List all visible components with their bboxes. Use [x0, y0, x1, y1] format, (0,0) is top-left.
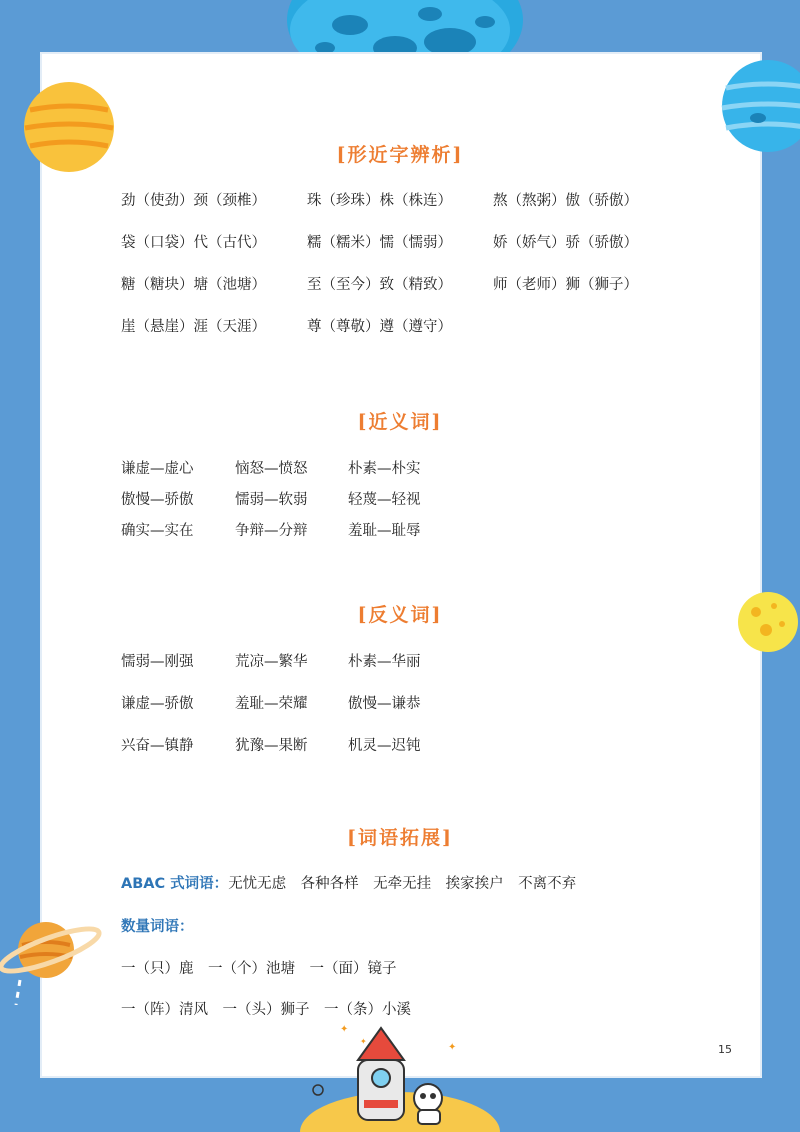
quantity-label-row	[121, 915, 194, 936]
similar-chars-item: 至（至今）致（精致）	[307, 277, 452, 293]
synonym-pair: 确实—实在	[121, 523, 194, 539]
heading-synonyms: [近义词]	[357, 411, 443, 433]
abac-label: ABAC 式词语：	[121, 876, 229, 892]
synonym-pair: 朴素—朴实	[348, 461, 421, 477]
quantity-words: 一（阵）清风 一（头）狮子 一（条）小溪	[121, 1002, 411, 1018]
heading-similar-chars: [形近字辨析]	[336, 144, 464, 166]
similar-chars-item: 熬（熬粥）傲（骄傲）	[493, 193, 638, 209]
similar-chars-item: 娇（娇气）骄（骄傲）	[493, 235, 638, 251]
antonym-pair: 谦虚—骄傲	[121, 696, 194, 712]
synonym-pair: 恼怒—愤怒	[235, 461, 308, 477]
abac-words: 无忧无虑 各种各样 无牵无挂 挨家挨户 不离不弃	[228, 876, 577, 892]
synonym-pair: 懦弱—软弱	[235, 492, 308, 508]
similar-chars-item: 劲（使劲）颈（颈椎）	[121, 193, 266, 209]
similar-chars-item: 师（老师）狮（狮子）	[493, 277, 638, 293]
antonym-pair: 懦弱—刚强	[121, 654, 194, 670]
synonym-pair: 争辩—分辩	[235, 523, 308, 539]
antonym-pair: 朴素—华丽	[348, 654, 421, 670]
similar-chars-item: 糯（糯米）懦（懦弱）	[307, 235, 452, 251]
synonym-pair: 羞耻—耻辱	[348, 523, 421, 539]
synonym-pair: 轻蔑—轻视	[348, 492, 421, 508]
ringed-planet-illustration	[0, 905, 110, 1005]
quantity-label: 数量词语：	[121, 919, 194, 935]
similar-chars-item: 糖（糖块）塘（池塘）	[121, 277, 266, 293]
antonym-pair: 机灵—迟钝	[348, 738, 421, 754]
similar-chars-item: 袋（口袋）代（古代）	[121, 235, 266, 251]
quantity-words: 一（只）鹿 一（个）池塘 一（面）镜子	[121, 961, 397, 977]
antonym-pair: 犹豫—果断	[235, 738, 308, 754]
synonym-pair: 谦虚—虚心	[121, 461, 194, 477]
page-number: 15	[718, 1043, 732, 1056]
abac-words-row	[121, 872, 576, 893]
similar-chars-item: 尊（尊敬）遵（遵守）	[307, 319, 452, 335]
antonym-pair: 兴奋—镇静	[121, 738, 194, 754]
similar-chars-item: 珠（珍珠）株（株连）	[307, 193, 452, 209]
svg-text:✦: ✦	[360, 1037, 367, 1046]
quantity-words-row	[121, 957, 397, 978]
antonym-pair: 傲慢—谦恭	[348, 696, 421, 712]
svg-text:✦: ✦	[340, 1024, 349, 1035]
antonym-pair: 羞耻—荣耀	[235, 696, 308, 712]
rocket-astronaut-illustration	[300, 1020, 500, 1132]
svg-text:✦: ✦	[448, 1042, 457, 1053]
heading-antonyms: [反义词]	[357, 604, 443, 626]
synonym-pair: 傲慢—骄傲	[121, 492, 194, 508]
quantity-words-row	[121, 998, 411, 1019]
heading-word-expansion: [词语拓展]	[347, 827, 453, 849]
antonym-pair: 荒凉—繁华	[235, 654, 308, 670]
similar-chars-item: 崖（悬崖）涯（天涯）	[121, 319, 266, 335]
